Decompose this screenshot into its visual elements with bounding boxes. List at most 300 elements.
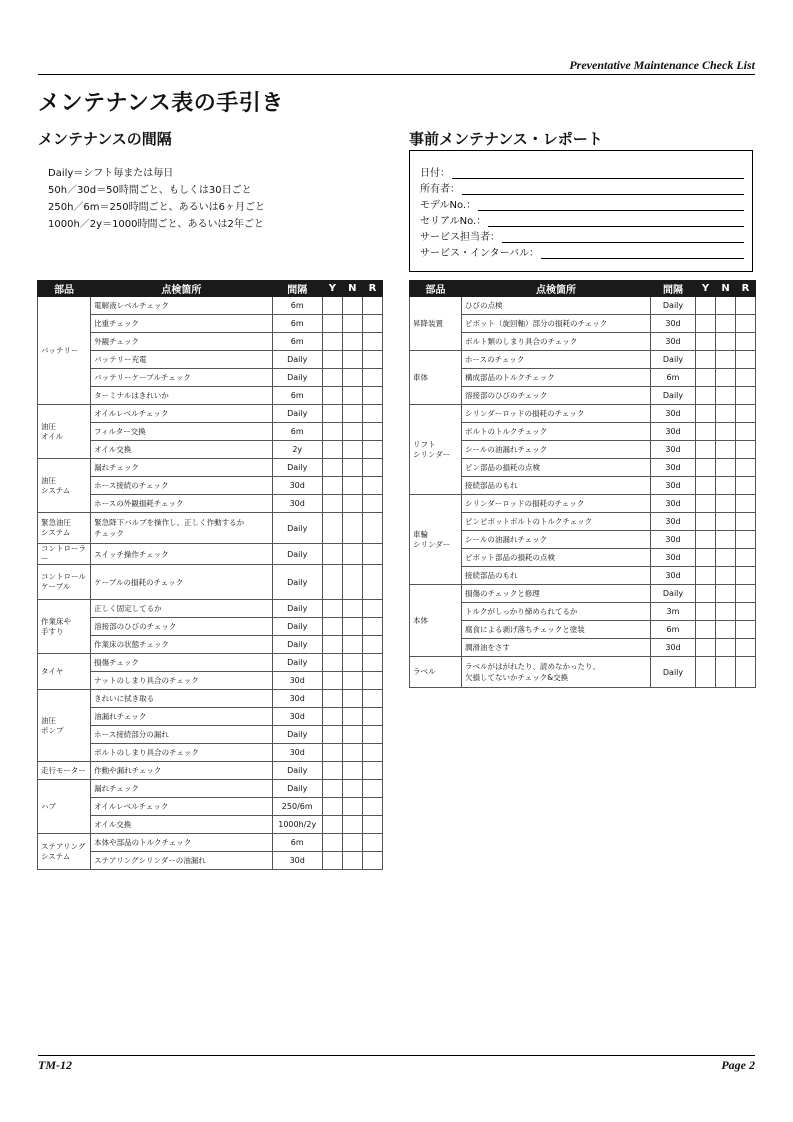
check-box-n[interactable] xyxy=(342,690,362,708)
check-point-cell: 接続部品のもれ xyxy=(462,567,651,585)
table-row xyxy=(38,459,383,477)
check-box-y[interactable] xyxy=(322,544,342,565)
check-box-n[interactable] xyxy=(342,315,362,333)
col-header-y: Y xyxy=(696,281,716,297)
check-box-n[interactable] xyxy=(716,459,736,477)
check-box-n[interactable] xyxy=(716,297,736,315)
col-header-n: N xyxy=(342,281,362,297)
check-box-n[interactable] xyxy=(342,405,362,423)
check-box-r[interactable] xyxy=(362,513,382,544)
check-box-r[interactable] xyxy=(736,585,756,603)
part-cell: リフト シリンダー xyxy=(410,405,462,495)
check-box-r[interactable] xyxy=(362,690,382,708)
col-header-interval: 間隔 xyxy=(651,281,696,297)
check-box-y[interactable] xyxy=(696,495,716,513)
interval-cell: 30d xyxy=(651,477,696,495)
check-point-cell: ターミナルはきれいか xyxy=(91,387,273,405)
table-row xyxy=(410,495,756,513)
interval-cell: Daily xyxy=(272,405,322,423)
interval-line: 1000h／2y＝1000時間ごと、あるいは2年ごと xyxy=(48,219,264,230)
check-box-r[interactable] xyxy=(736,459,756,477)
col-header-point: 点検箇所 xyxy=(462,281,651,297)
check-box-n[interactable] xyxy=(716,531,736,549)
col-header-point: 点検箇所 xyxy=(91,281,273,297)
check-box-n[interactable] xyxy=(716,441,736,459)
interval-cell: Daily xyxy=(272,726,322,744)
interval-cell: 30d xyxy=(651,459,696,477)
check-point-cell: ナットのしまり具合のチェック xyxy=(91,672,273,690)
check-point-cell: 構成部品のトルクチェック xyxy=(462,369,651,387)
check-box-y[interactable] xyxy=(696,549,716,567)
interval-cell: 30d xyxy=(651,423,696,441)
check-box-n[interactable] xyxy=(716,387,736,405)
check-box-y[interactable] xyxy=(322,636,342,654)
check-box-y[interactable] xyxy=(696,351,716,369)
check-box-y[interactable] xyxy=(322,726,342,744)
interval-cell: 30d xyxy=(651,333,696,351)
check-box-r[interactable] xyxy=(362,565,382,600)
report-field-label: 日付： xyxy=(420,168,450,179)
report-field-line[interactable] xyxy=(478,198,744,211)
check-point-cell: ラベルがはがれたり、読めなかったり、 欠損してないかチェック&交換 xyxy=(462,657,651,688)
check-box-n[interactable] xyxy=(342,798,362,816)
part-cell: 油圧 システム xyxy=(38,459,91,513)
check-point-cell: オイル交換 xyxy=(91,816,273,834)
check-box-r[interactable] xyxy=(362,618,382,636)
check-box-n[interactable] xyxy=(342,513,362,544)
part-cell: 車輪 シリンダー xyxy=(410,495,462,585)
interval-cell: 6m xyxy=(651,621,696,639)
check-box-n[interactable] xyxy=(342,852,362,870)
check-box-r[interactable] xyxy=(362,297,382,315)
left-checklist-table xyxy=(37,280,383,870)
check-point-cell: ホース接続のチェック xyxy=(91,477,273,495)
footer-doc-code: TM-12 xyxy=(38,1058,72,1072)
table-row xyxy=(410,531,756,549)
check-box-y[interactable] xyxy=(322,351,342,369)
check-box-r[interactable] xyxy=(362,477,382,495)
check-box-n[interactable] xyxy=(342,762,362,780)
check-box-r[interactable] xyxy=(362,387,382,405)
report-title: 事前メンテナンス・レポート xyxy=(409,130,603,148)
check-point-cell: きれいに拭き取る xyxy=(91,690,273,708)
interval-cell: Daily xyxy=(272,780,322,798)
check-box-r[interactable] xyxy=(736,621,756,639)
check-box-n[interactable] xyxy=(342,565,362,600)
check-box-y[interactable] xyxy=(696,513,716,531)
report-field-line[interactable] xyxy=(502,230,744,243)
check-point-cell: ボルト類のしまり具合のチェック xyxy=(462,333,651,351)
check-box-n[interactable] xyxy=(342,816,362,834)
check-point-cell: スイッチ操作チェック xyxy=(91,544,273,565)
check-box-n[interactable] xyxy=(716,351,736,369)
table-row xyxy=(38,834,383,852)
check-box-n[interactable] xyxy=(342,423,362,441)
check-box-r[interactable] xyxy=(362,672,382,690)
check-box-r[interactable] xyxy=(362,636,382,654)
check-box-n[interactable] xyxy=(716,603,736,621)
col-header-r: R xyxy=(736,281,756,297)
table-row xyxy=(410,459,756,477)
table-row xyxy=(38,297,383,315)
check-box-y[interactable] xyxy=(696,477,716,495)
part-cell: コントロール ケーブル xyxy=(38,565,91,600)
check-box-n[interactable] xyxy=(342,726,362,744)
interval-cell: 6m xyxy=(272,423,322,441)
intervals-title: メンテナンスの間隔 xyxy=(38,130,172,148)
interval-cell: 30d xyxy=(651,441,696,459)
check-box-r[interactable] xyxy=(736,441,756,459)
check-box-y[interactable] xyxy=(322,387,342,405)
interval-cell: 250/6m xyxy=(272,798,322,816)
interval-cell: Daily xyxy=(272,544,322,565)
check-box-r[interactable] xyxy=(362,544,382,565)
report-field-line[interactable] xyxy=(541,246,744,259)
table-row xyxy=(38,690,383,708)
check-box-r[interactable] xyxy=(362,600,382,618)
check-box-y[interactable] xyxy=(696,369,716,387)
interval-line: 50h／30d＝50時間ごと、もしくは30日ごと xyxy=(48,185,252,196)
interval-cell: 30d xyxy=(651,639,696,657)
check-box-n[interactable] xyxy=(342,618,362,636)
check-box-r[interactable] xyxy=(736,351,756,369)
check-box-n[interactable] xyxy=(342,544,362,565)
report-field-line[interactable] xyxy=(462,182,744,195)
report-field-date[interactable] xyxy=(420,164,744,179)
check-box-y[interactable] xyxy=(696,441,716,459)
report-field-line[interactable] xyxy=(488,214,744,227)
check-box-n[interactable] xyxy=(342,744,362,762)
check-box-r[interactable] xyxy=(736,549,756,567)
check-box-y[interactable] xyxy=(696,603,716,621)
interval-cell: Daily xyxy=(651,585,696,603)
footer-rule xyxy=(38,1055,755,1056)
interval-cell: 6m xyxy=(651,369,696,387)
table-row xyxy=(410,387,756,405)
check-box-n[interactable] xyxy=(342,297,362,315)
check-box-n[interactable] xyxy=(716,639,736,657)
col-header-interval: 間隔 xyxy=(272,281,322,297)
check-box-r[interactable] xyxy=(736,657,756,688)
check-box-r[interactable] xyxy=(736,297,756,315)
check-point-cell: ひびの点検 xyxy=(462,297,651,315)
check-box-n[interactable] xyxy=(342,441,362,459)
check-box-y[interactable] xyxy=(322,423,342,441)
check-box-r[interactable] xyxy=(362,834,382,852)
interval-cell: 30d xyxy=(651,531,696,549)
check-point-cell: トルクがしっかり締められてるか xyxy=(462,603,651,621)
check-box-n[interactable] xyxy=(716,657,736,688)
interval-cell: 2y xyxy=(272,441,322,459)
table-row xyxy=(410,585,756,603)
check-box-n[interactable] xyxy=(716,369,736,387)
check-box-n[interactable] xyxy=(342,387,362,405)
check-box-y[interactable] xyxy=(696,621,716,639)
report-field-owner[interactable] xyxy=(420,180,744,195)
report-field-label: セリアルNo.： xyxy=(420,216,487,227)
check-box-r[interactable] xyxy=(362,762,382,780)
interval-cell: 30d xyxy=(651,315,696,333)
check-point-cell: 作業床の状態チェック xyxy=(91,636,273,654)
check-box-r[interactable] xyxy=(736,333,756,351)
check-box-y[interactable] xyxy=(322,333,342,351)
interval-cell: 30d xyxy=(272,744,322,762)
report-field-label: サービス・インターバル： xyxy=(420,248,540,259)
check-point-cell: 外観チェック xyxy=(91,333,273,351)
check-box-y[interactable] xyxy=(322,834,342,852)
check-box-r[interactable] xyxy=(362,369,382,387)
check-box-y[interactable] xyxy=(322,369,342,387)
table-row xyxy=(38,654,383,672)
check-point-cell: 作動や漏れチェック xyxy=(91,762,273,780)
check-box-y[interactable] xyxy=(322,297,342,315)
table-row xyxy=(38,544,383,565)
table-row xyxy=(410,351,756,369)
check-box-r[interactable] xyxy=(736,387,756,405)
check-point-cell: 潤滑油をさす xyxy=(462,639,651,657)
check-box-r[interactable] xyxy=(362,780,382,798)
interval-cell: Daily xyxy=(272,654,322,672)
check-box-y[interactable] xyxy=(696,297,716,315)
check-box-y[interactable] xyxy=(696,459,716,477)
check-box-y[interactable] xyxy=(322,513,342,544)
right-checklist-table xyxy=(409,280,756,688)
check-box-y[interactable] xyxy=(322,852,342,870)
check-box-n[interactable] xyxy=(716,585,736,603)
table-row xyxy=(410,639,756,657)
check-box-r[interactable] xyxy=(362,708,382,726)
check-box-r[interactable] xyxy=(362,654,382,672)
check-box-n[interactable] xyxy=(716,423,736,441)
check-box-r[interactable] xyxy=(362,852,382,870)
check-box-y[interactable] xyxy=(696,315,716,333)
page-title: メンテナンス表の手引き xyxy=(38,91,284,116)
check-point-cell: 損傷チェック xyxy=(91,654,273,672)
check-box-r[interactable] xyxy=(736,405,756,423)
check-point-cell: シリンダーロッドの損耗のチェック xyxy=(462,495,651,513)
check-point-cell: 漏れチェック xyxy=(91,459,273,477)
interval-cell: 6m xyxy=(272,387,322,405)
check-box-n[interactable] xyxy=(342,708,362,726)
col-header-n: N xyxy=(716,281,736,297)
table-row xyxy=(410,315,756,333)
interval-cell: Daily xyxy=(651,351,696,369)
check-box-r[interactable] xyxy=(736,531,756,549)
check-point-cell: 漏れチェック xyxy=(91,780,273,798)
check-box-y[interactable] xyxy=(322,405,342,423)
check-box-r[interactable] xyxy=(362,423,382,441)
part-cell: ハブ xyxy=(38,780,91,834)
interval-cell: 30d xyxy=(651,513,696,531)
check-box-n[interactable] xyxy=(342,672,362,690)
check-box-y[interactable] xyxy=(322,495,342,513)
check-box-y[interactable] xyxy=(322,600,342,618)
check-box-n[interactable] xyxy=(342,369,362,387)
check-point-cell: 腐食による剥げ落ちチェックと塗装 xyxy=(462,621,651,639)
interval-cell: Daily xyxy=(272,762,322,780)
check-box-n[interactable] xyxy=(342,636,362,654)
check-box-r[interactable] xyxy=(736,603,756,621)
intervals-list xyxy=(48,165,265,233)
check-box-n[interactable] xyxy=(716,621,736,639)
table-row xyxy=(410,567,756,585)
check-box-r[interactable] xyxy=(362,744,382,762)
check-box-y[interactable] xyxy=(322,816,342,834)
check-box-y[interactable] xyxy=(322,654,342,672)
col-header-part: 部品 xyxy=(38,281,91,297)
check-box-y[interactable] xyxy=(696,387,716,405)
check-box-r[interactable] xyxy=(736,315,756,333)
check-box-y[interactable] xyxy=(322,690,342,708)
check-box-r[interactable] xyxy=(362,816,382,834)
interval-cell: 30d xyxy=(272,708,322,726)
check-box-r[interactable] xyxy=(736,477,756,495)
table-row xyxy=(410,297,756,315)
check-box-y[interactable] xyxy=(322,315,342,333)
check-box-n[interactable] xyxy=(342,834,362,852)
table-row xyxy=(38,762,383,780)
check-box-n[interactable] xyxy=(716,333,736,351)
table-row xyxy=(410,621,756,639)
check-point-cell: 接続部品のもれ xyxy=(462,477,651,495)
check-box-n[interactable] xyxy=(342,459,362,477)
check-box-r[interactable] xyxy=(362,351,382,369)
check-point-cell: バッテリー充電 xyxy=(91,351,273,369)
check-box-y[interactable] xyxy=(322,672,342,690)
interval-cell: 30d xyxy=(272,495,322,513)
check-box-r[interactable] xyxy=(362,315,382,333)
part-cell: 車体 xyxy=(410,351,462,405)
check-box-r[interactable] xyxy=(362,726,382,744)
check-point-cell: バッテリーケーブルチェック xyxy=(91,369,273,387)
check-box-r[interactable] xyxy=(736,567,756,585)
check-point-cell: シールの油漏れチェック xyxy=(462,531,651,549)
check-box-n[interactable] xyxy=(342,333,362,351)
check-box-r[interactable] xyxy=(362,459,382,477)
table-row xyxy=(410,477,756,495)
check-box-y[interactable] xyxy=(322,744,342,762)
check-box-y[interactable] xyxy=(322,441,342,459)
check-box-n[interactable] xyxy=(716,315,736,333)
check-box-n[interactable] xyxy=(342,654,362,672)
check-point-cell: ケーブルの損耗のチェック xyxy=(91,565,273,600)
table-row xyxy=(410,549,756,567)
report-field-model[interactable] xyxy=(420,196,744,211)
interval-cell: 30d xyxy=(272,852,322,870)
doc-title: Preventative Maintenance Check List xyxy=(569,58,755,72)
check-point-cell: ピボット（旋回軸）部分の損耗のチェック xyxy=(462,315,651,333)
check-box-y[interactable] xyxy=(696,639,716,657)
report-field-label: サービス担当者： xyxy=(420,232,500,243)
report-field-line[interactable] xyxy=(452,166,744,179)
footer-page-number: Page 2 xyxy=(721,1058,755,1072)
check-point-cell: 本体や部品のトルクチェック xyxy=(91,834,273,852)
report-field-label: 所有者： xyxy=(420,184,460,195)
check-box-n[interactable] xyxy=(716,513,736,531)
check-box-r[interactable] xyxy=(362,798,382,816)
check-box-y[interactable] xyxy=(696,333,716,351)
report-field-serial[interactable] xyxy=(420,212,744,227)
check-box-y[interactable] xyxy=(322,798,342,816)
check-box-y[interactable] xyxy=(322,780,342,798)
check-box-y[interactable] xyxy=(696,657,716,688)
check-box-n[interactable] xyxy=(716,477,736,495)
part-cell: タイヤ xyxy=(38,654,91,690)
check-box-r[interactable] xyxy=(736,513,756,531)
table-row xyxy=(410,603,756,621)
check-box-n[interactable] xyxy=(342,600,362,618)
check-box-y[interactable] xyxy=(696,567,716,585)
interval-cell: Daily xyxy=(272,513,322,544)
table-row xyxy=(38,600,383,618)
table-row xyxy=(410,513,756,531)
check-point-cell: ピボット部品の損耗の点検 xyxy=(462,549,651,567)
interval-cell: 30d xyxy=(651,495,696,513)
check-box-n[interactable] xyxy=(716,405,736,423)
check-box-r[interactable] xyxy=(736,369,756,387)
check-box-y[interactable] xyxy=(322,459,342,477)
part-cell: コントローラー xyxy=(38,544,91,565)
check-box-r[interactable] xyxy=(362,405,382,423)
check-point-cell: ボルトのトルクチェック xyxy=(462,423,651,441)
check-box-r[interactable] xyxy=(362,441,382,459)
check-box-y[interactable] xyxy=(696,423,716,441)
check-point-cell: ステアリングシリンダーの油漏れ xyxy=(91,852,273,870)
check-box-y[interactable] xyxy=(322,565,342,600)
check-point-cell: ホースのチェック xyxy=(462,351,651,369)
check-box-n[interactable] xyxy=(342,351,362,369)
report-field-service-interval[interactable] xyxy=(420,244,744,259)
table-row xyxy=(410,423,756,441)
check-box-n[interactable] xyxy=(716,567,736,585)
interval-cell: 30d xyxy=(651,567,696,585)
check-box-y[interactable] xyxy=(322,708,342,726)
table-row xyxy=(410,405,756,423)
check-box-r[interactable] xyxy=(362,333,382,351)
check-box-n[interactable] xyxy=(342,477,362,495)
check-box-r[interactable] xyxy=(736,423,756,441)
check-point-cell: ボルトのしまり具合のチェック xyxy=(91,744,273,762)
check-box-y[interactable] xyxy=(322,618,342,636)
check-box-y[interactable] xyxy=(696,405,716,423)
part-cell: 昇降装置 xyxy=(410,297,462,351)
check-box-y[interactable] xyxy=(696,585,716,603)
part-cell: 油圧 ポンプ xyxy=(38,690,91,762)
check-box-r[interactable] xyxy=(736,639,756,657)
check-box-y[interactable] xyxy=(696,531,716,549)
check-point-cell: 比重チェック xyxy=(91,315,273,333)
check-point-cell: ピンピボットボルトのトルクチェック xyxy=(462,513,651,531)
check-box-y[interactable] xyxy=(322,762,342,780)
check-point-cell: 油漏れチェック xyxy=(91,708,273,726)
interval-cell: 30d xyxy=(651,405,696,423)
check-box-r[interactable] xyxy=(736,495,756,513)
check-box-n[interactable] xyxy=(716,495,736,513)
check-box-r[interactable] xyxy=(362,495,382,513)
table-row xyxy=(410,333,756,351)
interval-cell: Daily xyxy=(651,297,696,315)
interval-cell: 3m xyxy=(651,603,696,621)
part-cell: ステアリング システム xyxy=(38,834,91,870)
check-box-y[interactable] xyxy=(322,477,342,495)
check-box-n[interactable] xyxy=(716,549,736,567)
table-row xyxy=(410,657,756,688)
check-box-n[interactable] xyxy=(342,780,362,798)
check-box-n[interactable] xyxy=(342,495,362,513)
report-field-technician[interactable] xyxy=(420,228,744,243)
interval-cell: 30d xyxy=(272,672,322,690)
interval-cell: Daily xyxy=(272,351,322,369)
